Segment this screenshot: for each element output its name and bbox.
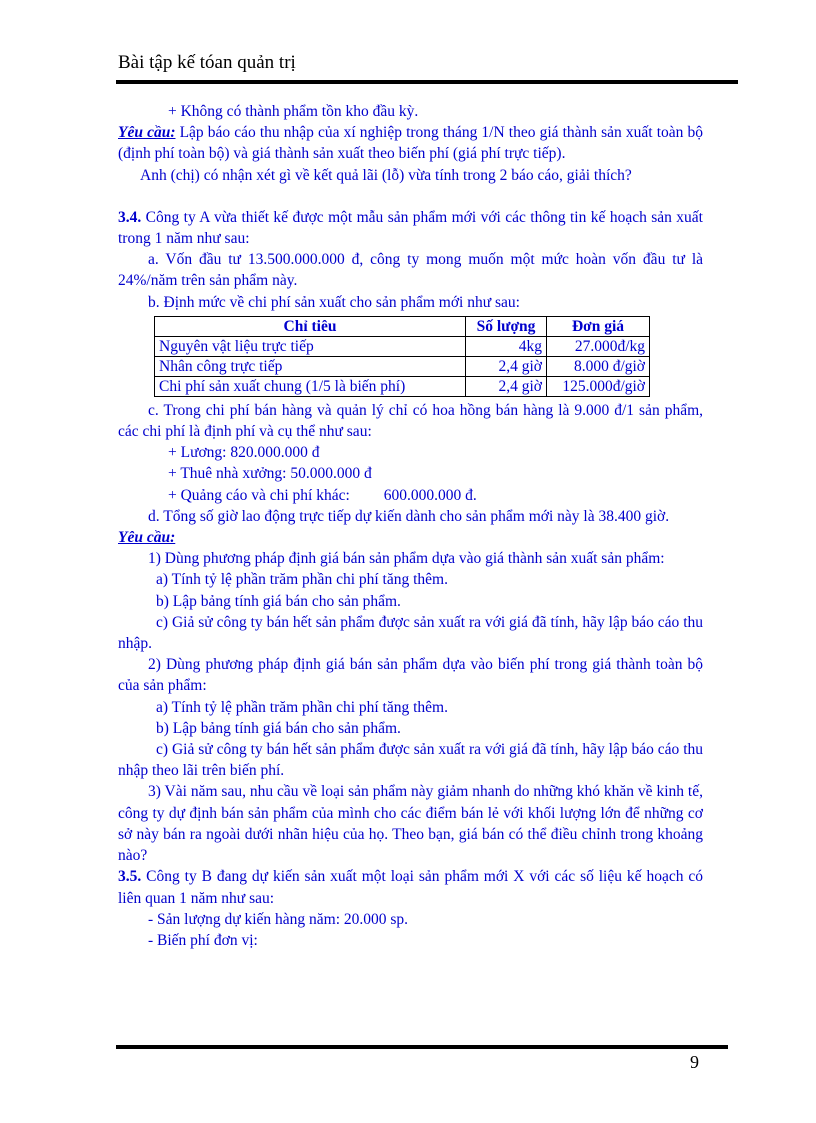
list-item-label: + Quảng cáo và chi phí khác: <box>168 486 350 504</box>
paragraph: 2) Dùng phương pháp định giá bán sản phẩm dựa vào biến phí trong giá thành toàn bộ của sản phẩm: <box>118 656 703 695</box>
cost-norm-table <box>154 316 650 397</box>
list-item-value: 600.000.000 đ. <box>383 486 477 504</box>
table-cell: Nguyên vật liệu trực tiếp <box>155 336 466 356</box>
requirement-label: Yêu cầu: <box>118 124 176 142</box>
table-row <box>155 336 650 356</box>
paragraph-text: Công ty B đang dự kiến sản xuất một loại sản phẩm mới X với các số liệu kế hoạch có liên quan 1 năm như sau: <box>118 868 703 907</box>
list-item: - Biến phí đơn vị: <box>148 931 258 949</box>
footer-rule <box>116 1045 728 1049</box>
list-item: + Lương: 820.000.000 đ <box>168 444 320 462</box>
table-header: Số lượng <box>466 316 547 336</box>
table-cell: 27.000đ/kg <box>547 336 650 356</box>
section-3-5 <box>118 866 703 908</box>
paragraph <box>118 122 703 164</box>
table-row <box>155 376 650 396</box>
page-header-title: Bài tập kế tóan quản trị <box>118 52 296 73</box>
paragraph: + Không có thành phẩm tồn kho đầu kỳ. <box>168 103 419 120</box>
requirement-label: Yêu cầu: <box>118 529 176 547</box>
table-cell: 2,4 giờ <box>466 376 547 396</box>
table-header-row <box>155 316 650 336</box>
table-cell: Nhân công trực tiếp <box>155 356 466 376</box>
paragraph: Anh (chị) có nhận xét gì về kết quả lãi (lỗ) vừa tính trong 2 báo cáo, giải thích? <box>140 166 632 184</box>
list-item: - Sản lượng dự kiến hàng năm: 20.000 sp. <box>148 910 409 928</box>
header-rule <box>116 80 738 84</box>
paragraph: b. Định mức về chi phí sản xuất cho sản phẩm mới như sau: <box>148 293 520 311</box>
paragraph <box>118 527 703 548</box>
page-body <box>118 101 703 951</box>
paragraph: d. Tổng số giờ lao động trực tiếp dự kiến dành cho sản phẩm mới này là 38.400 giờ. <box>148 507 670 525</box>
table-header: Đơn giá <box>547 316 650 336</box>
list-item: + Thuê nhà xưởng: 50.000.000 đ <box>168 465 372 483</box>
paragraph: 1) Dùng phương pháp định giá bán sản phẩm dựa vào giá thành sản xuất sản phẩm: <box>148 550 665 568</box>
list-item: b) Lập bảng tính giá bán cho sản phẩm. <box>156 719 401 737</box>
table-cell: 2,4 giờ <box>466 356 547 376</box>
section-number: 3.4. <box>118 208 142 226</box>
table-row <box>155 356 650 376</box>
section-3-4 <box>118 207 703 249</box>
list-item: a) Tính tỷ lệ phần trăm phần chi phí tăng thêm. <box>156 698 448 716</box>
list-item: c) Giả sử công ty bán hết sản phẩm được sản xuất ra với giá đã tính, hãy lập báo cáo thu nhập. <box>118 613 703 653</box>
table-cell: 4kg <box>466 336 547 356</box>
paragraph: a. Vốn đầu tư 13.500.000.000 đ, công ty mong muốn một mức hoàn vốn đầu tư là 24%/năm trên sản phẩm này. <box>118 251 703 290</box>
list-item: b) Lập bảng tính giá bán cho sản phẩm. <box>156 592 401 610</box>
table-header: Chỉ tiêu <box>155 316 466 336</box>
page-number: 9 <box>690 1052 699 1072</box>
paragraph: c. Trong chi phí bán hàng và quản lý chỉ có hoa hồng bán hàng là 9.000 đ/1 sản phẩm, các chi phí là định phí và cụ thể như sau: <box>118 401 703 441</box>
list-item: a) Tính tỷ lệ phần trăm phần chi phí tăng thêm. <box>156 571 448 589</box>
section-number: 3.5. <box>118 868 142 886</box>
paragraph-text: Công ty A vừa thiết kế được một mẫu sản phẩm mới với các thông tin kế hoạch sản xuất trong 1 năm như sau: <box>118 208 703 248</box>
table-cell: Chi phí sản xuất chung (1/5 là biến phí) <box>155 376 466 396</box>
list-item <box>118 485 703 506</box>
list-item: c) Giả sử công ty bán hết sản phẩm được sản xuất ra với giá đã tính, hãy lập báo cáo thu nhập theo lãi trên biến phí. <box>118 741 703 780</box>
paragraph: 3) Vài năm sau, nhu cầu về loại sản phẩm này giảm nhanh do những khó khăn về kinh tế, công ty dự định bán sản phẩm của mình cho các điểm bán lẻ với khối lượng lớn để những cơ sở này bán ra ngoài dưới nhãn hiệu của họ. Theo bạn, giá bán có thể điều chỉnh trong khoảng nào? <box>118 783 703 865</box>
paragraph-text: Lập báo cáo thu nhập của xí nghiệp trong tháng 1/N theo giá thành sản xuất toàn bộ (định phí toàn bộ) và giá thành sản xuất theo biến phí (giá phí trực tiếp). <box>118 124 703 163</box>
table-cell: 8.000 đ/giờ <box>547 356 650 376</box>
table-cell: 125.000đ/giờ <box>547 376 650 396</box>
